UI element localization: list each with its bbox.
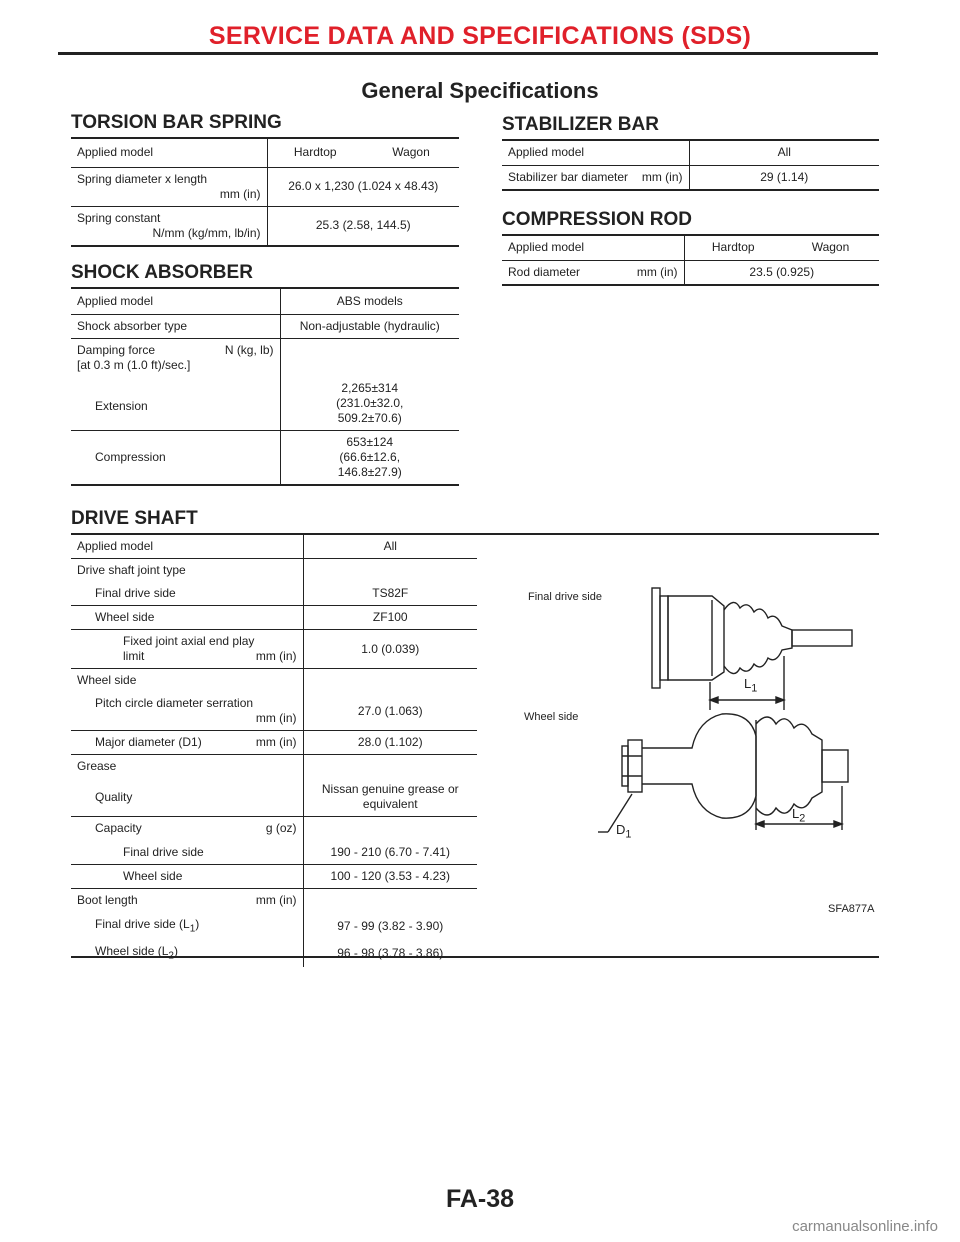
shock-absorber-title: SHOCK ABSORBER (71, 262, 253, 283)
table-row (71, 606, 477, 630)
l2-label: L (792, 806, 800, 821)
damping-force-unit: N (kg, lb) (224, 342, 274, 357)
spring-size-value: 26.0 x 1,230 (1.024 x 48.43) (267, 167, 459, 206)
boot-wheel-value: 96 - 98 (3.78 - 3.86) (337, 946, 444, 961)
table-row (71, 206, 459, 246)
compression-rod-table (502, 236, 879, 286)
extension-value-metric: (231.0±32.0, (336, 395, 404, 410)
applied-model-label: Applied model (71, 535, 303, 559)
grease-quality-value: Nissan genuine grease or (321, 782, 459, 796)
extension-value-imperial: 509.2±70.6) (337, 410, 402, 425)
table-row (71, 630, 477, 669)
compression-value-metric: (66.6±12.6, (339, 450, 401, 464)
capacity-wheel-label: Wheel side (71, 865, 303, 889)
table-row (71, 431, 459, 486)
spring-constant-label: Spring constant (77, 210, 161, 225)
shock-type-value: Non-adjustable (hydraulic) (280, 314, 459, 338)
table-row: Final drive side $(L_1)$ 97 - 99 (3.82 - 3.90) (71, 913, 477, 940)
table-row (502, 141, 879, 165)
major-diameter-value: 28.0 (1.102) (303, 731, 477, 755)
end-play-unit: mm (in) (255, 649, 297, 663)
table-row (71, 535, 477, 559)
shock-type-label: Shock absorber type (71, 314, 280, 338)
extension-value: 2,265±314 (341, 380, 399, 395)
table-row (502, 236, 879, 260)
pcd-label: Pitch circle diameter serration (95, 696, 254, 710)
boot-final-sub: 1 (189, 922, 196, 934)
table-row (71, 338, 459, 377)
compression-value-imperial: 146.8±27.9) (337, 465, 402, 479)
capacity-label: Capacity (95, 821, 142, 836)
table-row (71, 778, 477, 817)
damping-condition-label: [at 0.3 m (1.0 ft)/sec.] (77, 357, 191, 372)
spring-size-unit: mm (in) (219, 186, 261, 201)
drive-shaft-title: DRIVE SHAFT (71, 508, 198, 529)
l1-sub: 1 (751, 682, 758, 695)
damping-force-label: Damping force (77, 342, 156, 357)
boot-final-label: Final drive side (L (95, 916, 190, 931)
wheel-side-label: Wheel side (71, 669, 303, 693)
stabilizer-diameter-label: Stabilizer bar diameter (508, 169, 629, 184)
table-row (502, 165, 879, 190)
boot-wheel-label: Wheel side (L (95, 943, 169, 958)
drive-shaft-model-value: All (303, 535, 477, 559)
wagon-label: Wagon (363, 139, 459, 167)
stabilizer-model-value: All (689, 141, 879, 165)
drive-shaft-table (71, 535, 477, 967)
table-row (71, 841, 477, 865)
capacity-unit: g (oz) (265, 821, 297, 836)
table-row (71, 817, 477, 841)
joint-final-drive-label: Final drive side (71, 582, 303, 606)
boot-length-label: Boot length (77, 893, 138, 908)
stabilizer-bar-title: STABILIZER BAR (502, 114, 659, 135)
section-banner: SERVICE DATA AND SPECIFICATIONS (SDS) (208, 22, 752, 50)
table-row (71, 669, 477, 693)
rod-diameter-unit: mm (in) (636, 264, 678, 279)
major-diameter-label: Major diameter (D1) (95, 735, 202, 749)
d1-sub: 1 (625, 828, 632, 841)
end-play-label: Fixed joint axial end play (123, 634, 255, 648)
major-diameter-unit: mm (in) (255, 735, 297, 749)
wagon-label: Wagon (782, 236, 879, 260)
table-row (71, 139, 459, 167)
table-row (71, 289, 459, 314)
table-row (71, 559, 477, 583)
compression-value: 653±124 (346, 435, 394, 449)
table-row (71, 755, 477, 779)
table-row (71, 582, 477, 606)
hardtop-label: Hardtop (267, 139, 363, 167)
boot-wheel-sub: 2 (168, 950, 174, 962)
abs-models-value: ABS models (280, 289, 459, 314)
rod-diameter-value: 23.5 (0.925) (684, 260, 879, 285)
applied-model-label: Applied model (71, 289, 280, 314)
compression-rod-title: COMPRESSION ROD (502, 209, 693, 230)
shock-absorber-table (71, 289, 459, 486)
applied-model-label: Applied model (71, 139, 267, 167)
torsion-bar-table (71, 139, 459, 247)
table-row (71, 167, 459, 206)
wheel-side-fig-label: Wheel side (524, 711, 579, 723)
table-row (71, 377, 459, 431)
l1-label: L (744, 676, 752, 691)
table-row (71, 865, 477, 889)
table-row (502, 260, 879, 285)
rod-diameter-label: Rod diameter (508, 264, 581, 279)
capacity-wheel-value: 100 - 120 (3.53 - 4.23) (303, 865, 477, 889)
grease-quality-value-2: equivalent (362, 797, 418, 811)
spring-size-label: Spring diameter x length (77, 171, 208, 186)
page-number: FA-38 (445, 1185, 515, 1213)
joint-type-label: Drive shaft joint type (71, 559, 303, 583)
boot-final-value: 97 - 99 (3.82 - 3.90) (337, 918, 444, 933)
table-row (71, 889, 477, 913)
d1-label: D (616, 822, 626, 837)
drive-shaft-figure (512, 560, 872, 910)
stabilizer-diameter-value: 29 (1.14) (689, 165, 879, 190)
grease-quality-label: Quality (71, 778, 303, 817)
hardtop-label: Hardtop (684, 236, 782, 260)
page-title: General Specifications (361, 78, 599, 103)
table-row (71, 692, 477, 731)
end-play-limit-label: limit (123, 649, 145, 663)
pcd-unit: mm (in) (255, 711, 297, 725)
capacity-final-value: 190 - 210 (6.70 - 7.41) (303, 841, 477, 865)
spring-constant-unit: N/mm (kg/mm, lb/in) (152, 225, 261, 240)
table-row (71, 731, 477, 755)
compression-label: Compression (71, 431, 280, 486)
grease-label: Grease (71, 755, 303, 779)
final-drive-side-label: Final drive side (528, 591, 602, 603)
applied-model-label: Applied model (502, 236, 684, 260)
end-play-value: 1.0 (0.039) (303, 630, 477, 669)
torsion-bar-title: TORSION BAR SPRING (71, 112, 282, 133)
l2-sub: 2 (799, 812, 806, 825)
watermark: carmanualsonline.info (792, 1218, 938, 1235)
table-row (71, 314, 459, 338)
drive-shaft-drawing (512, 560, 872, 910)
joint-wheel-label: Wheel side (71, 606, 303, 630)
joint-wheel-value: ZF100 (303, 606, 477, 630)
pcd-value: 27.0 (1.063) (303, 692, 477, 731)
banner-divider (58, 52, 878, 55)
joint-final-drive-value: TS82F (303, 582, 477, 606)
stabilizer-bar-table (502, 141, 879, 191)
spring-constant-value: 25.3 (2.58, 144.5) (267, 206, 459, 246)
capacity-final-label: Final drive side (71, 841, 303, 865)
figure-code: SFA877A (828, 903, 875, 915)
applied-model-label: Applied model (502, 141, 689, 165)
extension-label: Extension (71, 377, 280, 431)
stabilizer-diameter-unit: mm (in) (641, 169, 683, 184)
table-row: Wheel side $(L_2)$ 96 - 98 (3.78 - 3.86) (71, 940, 477, 967)
boot-length-unit: mm (in) (255, 893, 297, 908)
